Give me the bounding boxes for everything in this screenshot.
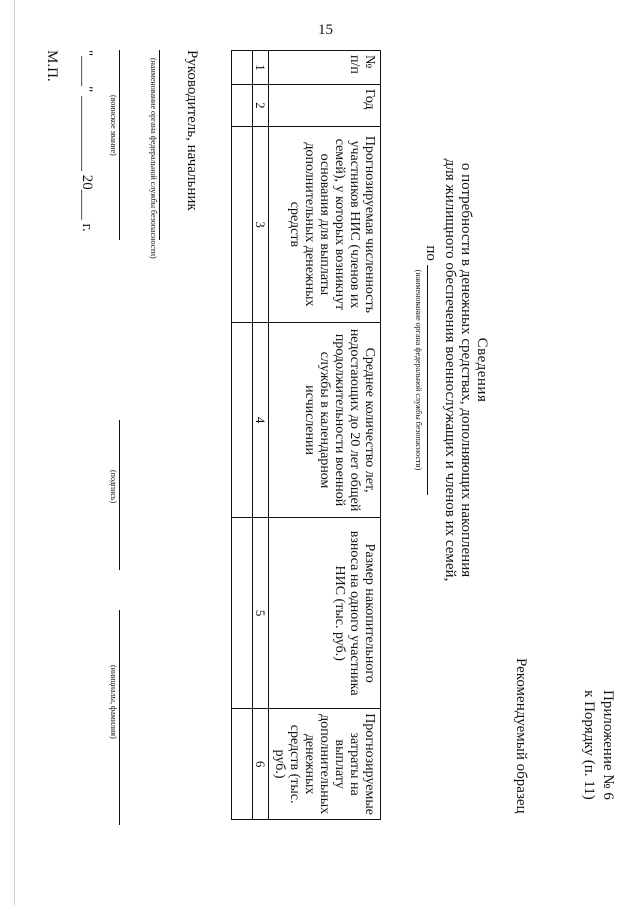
table-row [232, 51, 253, 820]
col-number-2: 2 [253, 84, 269, 126]
name-fill-line [119, 610, 120, 825]
po-line [423, 245, 440, 494]
table-cell [232, 126, 253, 322]
date-year: 20____ [79, 174, 95, 220]
document-title [413, 145, 490, 595]
date-line [78, 50, 95, 232]
col-header-years-missing: Среднее количество лет, недостающих до 20 лет общей продолжительности военной службы в календарном исчислении [269, 323, 381, 518]
col-number-3: 3 [253, 126, 269, 322]
title-line-1: о потребности в денежных средствах, дополняющих накопления [458, 162, 474, 578]
table-cell [232, 51, 253, 85]
head-title: Руководитель, начальник [184, 50, 200, 211]
date-day: "____" [79, 50, 95, 93]
table-header-row [269, 51, 381, 820]
name-caption: (инициалы, фамилия) [109, 665, 118, 739]
col-header-contribution: Размер накопительного взноса на одного участника НИС (тыс. руб.) [269, 518, 381, 709]
document-sheet [25, 50, 625, 900]
col-number-5: 5 [253, 518, 269, 709]
recommended-sample-label: Рекомендуемый образец [513, 658, 529, 814]
scan-edge-line [14, 0, 15, 905]
page-number: 15 [318, 22, 333, 38]
org-caption: (наименование органа федеральной службы безопасности) [149, 58, 158, 259]
title-heading: Сведения [474, 337, 490, 403]
signature-block [30, 50, 200, 900]
col-number-1: 1 [253, 51, 269, 85]
rank-caption: (воинское звание) [109, 95, 118, 156]
po-fill-line [427, 265, 440, 495]
date-month: __________ [79, 96, 95, 171]
stamp-place: М.П. [44, 50, 60, 82]
org-fill-line [159, 50, 160, 240]
table-cell [232, 518, 253, 709]
col-header-costs: Прогнозируемые затраты на выплату дополнительных денежных средств (тыс. руб.) [269, 709, 381, 820]
po-prefix: по [423, 245, 439, 261]
col-number-4: 4 [253, 323, 269, 518]
date-suffix: г. [79, 223, 95, 232]
title-line-2: для жилищного обеспечения военнослужащих и членов их семей, [442, 158, 458, 582]
needs-table [231, 50, 381, 820]
appendix-number: Приложение № 6 [600, 690, 616, 800]
table-cell [232, 709, 253, 820]
rank-fill-line [119, 50, 120, 240]
col-header-year: Год [269, 84, 381, 126]
signature-caption: (подпись) [109, 470, 118, 504]
table-cell [232, 84, 253, 126]
po-caption: (наименование органа федеральной службы безопасности) [414, 269, 423, 471]
table-cell [232, 323, 253, 518]
appendix-header [579, 690, 617, 800]
column-numbers-row [253, 51, 269, 820]
signature-fill-line [119, 420, 120, 570]
appendix-procedure: к Порядку (п. 11) [581, 690, 597, 800]
col-number-6: 6 [253, 709, 269, 820]
col-header-number: № п/п [269, 51, 381, 85]
col-header-participants: Прогнозируемая численность участников НИС (членов их семей), у которых возникнут основания для выплаты дополнительных денежных средств [269, 126, 381, 322]
